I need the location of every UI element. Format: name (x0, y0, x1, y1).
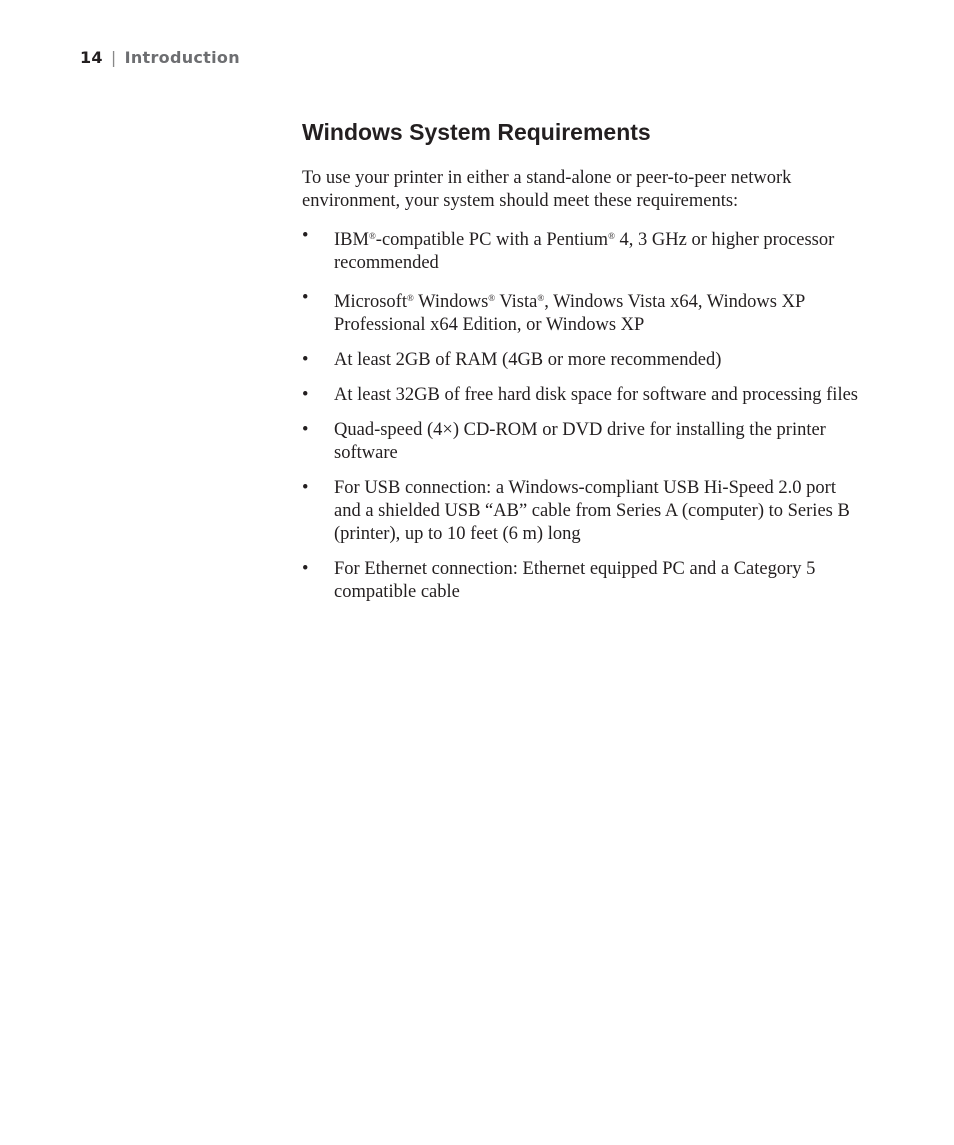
text: At least 2GB of RAM (4GB or more recommended) (334, 350, 722, 370)
bullet: • (302, 385, 309, 405)
section-name: Introduction (124, 48, 240, 67)
running-header (80, 48, 240, 67)
header-separator: | (110, 48, 117, 67)
list-item (302, 349, 862, 372)
text: Quad-speed (4×) CD-ROM or DVD drive for installing the printer software (334, 420, 826, 463)
list-item (302, 287, 862, 337)
text: 4, 3 GHz or higher processor recommended (334, 230, 835, 273)
list-item (302, 558, 862, 604)
registered-mark: ® (537, 293, 545, 303)
bullet: • (302, 478, 309, 498)
registered-mark: ® (406, 293, 414, 303)
body-text (302, 167, 862, 616)
list-item (302, 477, 862, 546)
page-title: Windows System Requirements (302, 119, 651, 145)
text: Windows (413, 292, 489, 312)
registered-mark: ® (368, 231, 376, 241)
registered-mark: ® (608, 231, 615, 241)
text: At least 32GB of free hard disk space for software and processing files (334, 385, 858, 405)
text: -compatible PC with a Pentium (375, 230, 609, 250)
registered-mark: ® (488, 293, 496, 303)
text: For Ethernet connection: Ethernet equipped PC and a Category 5 compatible cable (334, 559, 816, 602)
list-item (302, 384, 862, 407)
list-item (302, 225, 862, 275)
bullet: • (302, 288, 309, 308)
text: Vista (495, 292, 538, 312)
list-item (302, 419, 862, 465)
requirements-list (302, 225, 862, 604)
bullet: • (302, 420, 309, 440)
page-number: 14 (80, 48, 103, 67)
bullet: • (302, 559, 309, 579)
text: , Windows Vista x64, Windows XP Professional x64 Edition, or Windows XP (334, 292, 805, 335)
bullet: • (302, 350, 309, 370)
bullet: • (302, 226, 309, 246)
intro-paragraph: To use your printer in either a stand-alone or peer-to-peer network environment, your system should meet these requirements: (302, 168, 792, 211)
text: Microsoft (334, 292, 407, 312)
text: IBM (334, 230, 369, 250)
text: For USB connection: a Windows-compliant USB Hi-Speed 2.0 port and a shielded USB “AB” cable from Series A (computer) to Series B (printer), up to 10 feet (6 m) long (334, 478, 850, 544)
